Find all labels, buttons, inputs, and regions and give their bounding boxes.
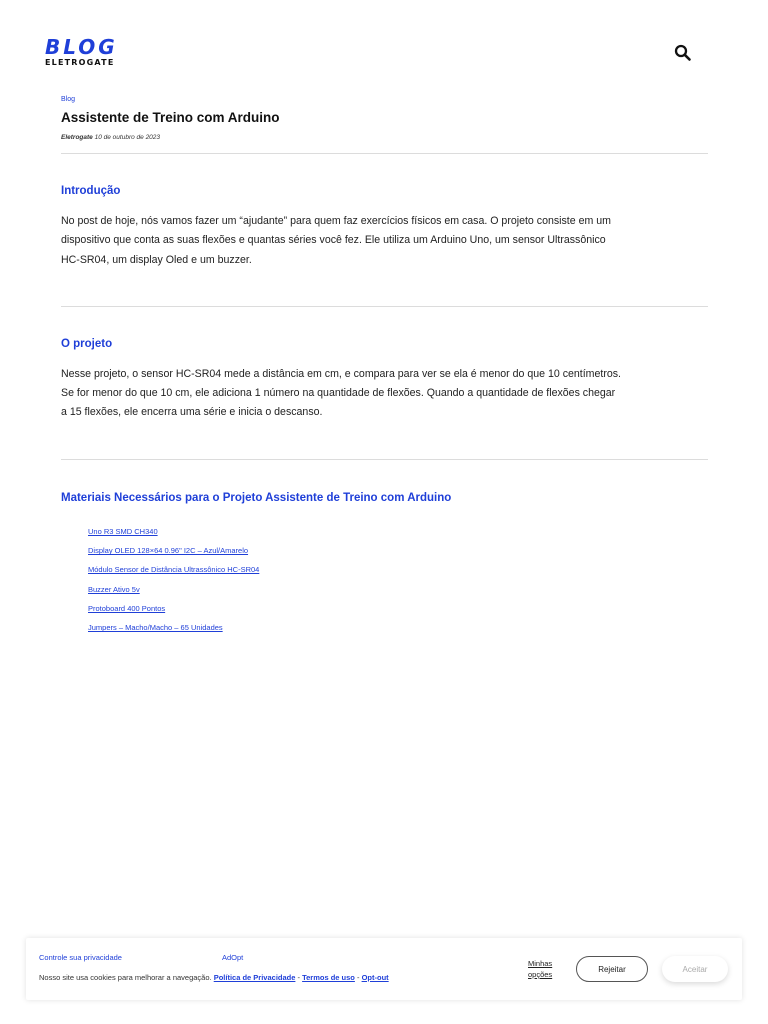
section-introducao bbox=[61, 183, 708, 270]
materials-list bbox=[88, 521, 708, 637]
section-title: Introdução bbox=[61, 185, 121, 197]
section-title: O projeto bbox=[61, 337, 113, 350]
paragraph-line: HC-SR04, um display Oled e um buzzer. bbox=[61, 253, 252, 266]
separator: - bbox=[356, 973, 360, 982]
list-item bbox=[88, 579, 708, 598]
adopt-brand[interactable]: AdOpt bbox=[222, 953, 244, 962]
material-link[interactable]: Módulo Sensor de Distância Ultrassônico HC-SR04 bbox=[88, 565, 260, 575]
cookie-text bbox=[39, 973, 389, 982]
blog-logo[interactable] bbox=[45, 37, 125, 68]
paragraph-line: dispositivo que conta as suas flexões e quantas séries você fez. Ele utiliza um Arduino Uno, um sensor Ultrassônico bbox=[61, 234, 606, 247]
divider bbox=[61, 459, 708, 460]
section-o-projeto bbox=[61, 336, 708, 423]
separator: - bbox=[297, 973, 300, 982]
material-link[interactable]: Display OLED 128×64 0.96" I2C – Azul/Amarelo bbox=[88, 546, 249, 556]
cookie-options-link[interactable]: Minhas opções bbox=[528, 959, 553, 979]
list-item bbox=[88, 617, 708, 636]
list-item bbox=[88, 521, 708, 540]
material-link[interactable]: Uno R3 SMD CH340 bbox=[88, 526, 158, 536]
accept-button[interactable]: Aceitar bbox=[662, 956, 728, 982]
opt-out-link[interactable]: Opt-out bbox=[361, 973, 389, 982]
post-content bbox=[61, 88, 708, 637]
section-materiais bbox=[61, 490, 708, 637]
list-item bbox=[88, 540, 708, 559]
paragraph-line: Se for menor do que 10 cm, ele adiciona 1 número na quantidade de flexões. Quando a quantidade de flexões chegar bbox=[61, 387, 616, 400]
paragraph-line: a 15 flexões, ele encerra uma série e inicia o descanso. bbox=[61, 406, 323, 419]
material-link[interactable]: Jumpers – Macho/Macho – 65 Unidades bbox=[88, 623, 223, 633]
list-item bbox=[88, 598, 708, 617]
post-meta bbox=[61, 133, 708, 143]
material-link[interactable]: Protoboard 400 Pontos bbox=[88, 603, 166, 613]
cookie-message: Nosso site usa cookies para melhorar a navegação. bbox=[39, 973, 212, 982]
reject-button[interactable]: Rejeitar bbox=[576, 956, 648, 982]
post-author: Eletrogate bbox=[61, 134, 93, 141]
section-title: Materiais Necessários para o Projeto Assistente de Treino com Arduino bbox=[61, 491, 452, 504]
divider bbox=[61, 153, 708, 154]
logo-wordmark: BLOG bbox=[45, 35, 118, 59]
privacy-policy-link[interactable]: Política de Privacidade bbox=[213, 973, 296, 982]
list-item bbox=[88, 559, 708, 578]
page-title: Assistente de Treino com Arduino bbox=[61, 110, 280, 125]
divider bbox=[61, 306, 708, 307]
cookie-title: Controle sua privacidade bbox=[39, 953, 122, 962]
terms-link[interactable]: Termos de uso bbox=[302, 973, 355, 982]
material-link[interactable]: Buzzer Ativo 5v bbox=[88, 584, 140, 594]
breadcrumb[interactable]: Blog bbox=[61, 96, 76, 103]
cookie-banner bbox=[26, 938, 742, 1000]
paragraph-line: Nesse projeto, o sensor HC-SR04 mede a distância em cm, e compara para ver se ela é menor do que 10 centímetros. bbox=[61, 367, 621, 380]
paragraph-line: No post de hoje, nós vamos fazer um “ajudante” para quem faz exercícios físicos em casa. O projeto consiste em um bbox=[61, 215, 611, 227]
search-icon[interactable] bbox=[674, 44, 692, 62]
post-date: 10 de outubro de 2023 bbox=[94, 134, 161, 141]
site-header bbox=[0, 0, 768, 80]
logo-subtitle: ELETROGATE bbox=[45, 58, 115, 67]
